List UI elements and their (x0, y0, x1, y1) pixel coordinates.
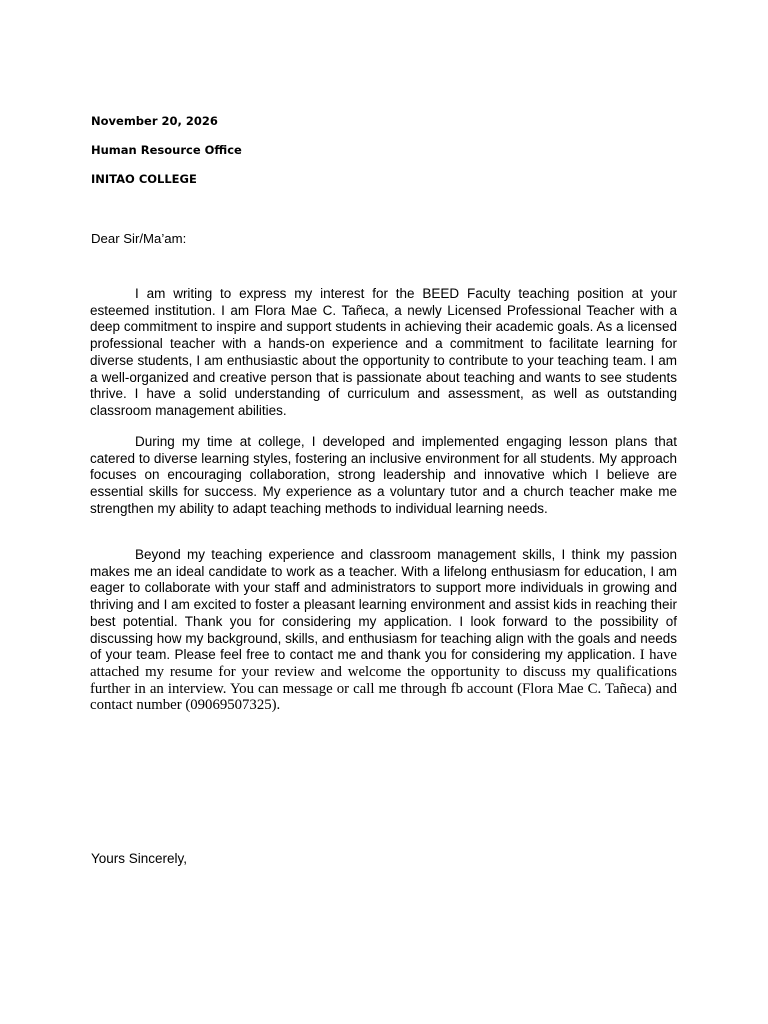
body-paragraph-1: I am writing to express my interest for the BEED Faculty teaching position at your esteemed institution. I am Flora Mae C. Tañeca, a newly Licensed Professional Teacher with a deep commitment to inspire and support students in achieving their academic goals. As a licensed professional teacher with a hands-on experience and a commitment to facilitate learning for diverse students, I am enthusiastic about the opportunity to contribute to your teaching team. I am a well-organized and creative person that is passionate about teaching and wants to see students thrive. I have a solid understanding of curriculum and assessment, as well as outstanding classroom management abilities. (90, 286, 677, 418)
body-paragraph-3 (90, 547, 677, 714)
recipient-office: Human Resource Office (91, 143, 242, 157)
closing-line: Yours Sincerely, (91, 851, 188, 866)
body-paragraph-3-main: Beyond my teaching experience and classroom management skills, I think my passion makes me an ideal candidate to work as a teacher. With a lifelong enthusiasm for education, I am eager to collaborate with your staff and administrators to support more individuals in growing and thriving and I am excited to foster a pleasant learning environment and assist kids in reaching their best potential. Thank you for considering my application. I look forward to the possibility of discussing how my background, skills, and enthusiasm for teaching align with the goals and needs of your team. Please feel free to contact me and thank you for considering my application. (90, 547, 677, 663)
salutation: Dear Sir/Ma’am: (91, 231, 187, 246)
letter-date: November 20, 2026 (91, 114, 218, 128)
recipient-institution: INITAO COLLEGE (91, 172, 197, 186)
body-paragraph-2: During my time at college, I developed and implemented engaging lesson plans that catered to diverse learning styles, fostering an inclusive environment for all students. My approach focuses on encouraging collaboration, strong leadership and innovative which I believe are essential skills for success. My experience as a voluntary tutor and a church teacher make me strengthen my ability to adapt teaching methods to individual learning needs. (90, 434, 677, 516)
body-paragraph-3-tail: I have attached my resume for your review and welcome the opportunity to discuss my qualifications further in an interview. You can message or call me through fb account (Flora Mae C. Tañeca) and contact number (09069507325). (90, 647, 677, 714)
